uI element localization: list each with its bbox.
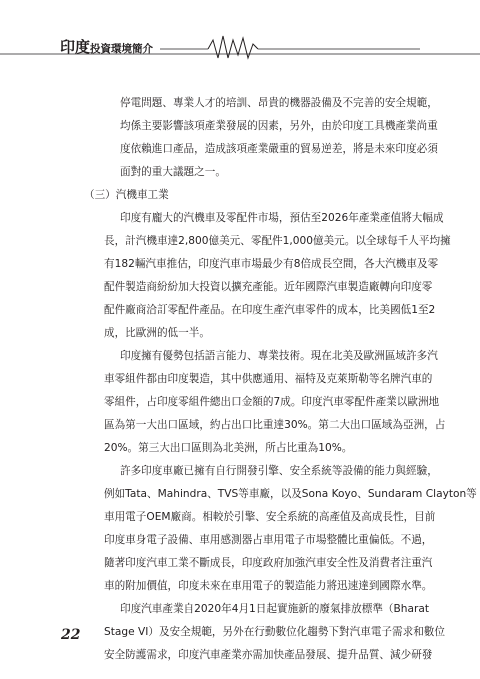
body-line: 區為第一大出口區域，約占出口比重達30%。第二大出口區域為亞洲，占 — [104, 419, 446, 431]
body-line: 車零組件都由印度製造，其中供應通用、福特及克萊斯勒等名牌汽車的 — [104, 373, 433, 385]
body-line: 配件廠商洽訂零配件產品。在印度生產汽車零件的成本，比美國低1至2 — [104, 304, 436, 316]
header-title-main: 印度 — [60, 38, 91, 56]
header-title-sub: 投資環境簡介 — [90, 43, 154, 55]
page-number: 22 — [61, 627, 81, 643]
body-line: 面對的重大議題之一。 — [120, 166, 226, 178]
body-line: 印度有龐大的汽機車及零配件市場，預估至2026年產業產值將大幅成 — [120, 212, 444, 224]
body-line: 停電問題、專業人才的培訓、昂貴的機器設備及不完善的安全規範， — [120, 97, 438, 109]
body-line: 例如Tata、Mahindra、TVS等車廠，以及Sona Koyo、Sundaram Clayton等 — [104, 488, 477, 500]
body-line: 安全防護需求，印度汽車產業亦需加快產品發展、提升品質、減少研發 — [104, 649, 433, 661]
body-line: 隨著印度汽車工業不斷成長，印度政府加強汽車安全性及消費者注重汽 — [104, 557, 433, 569]
body-line: 20%。第三大出口區則為北美洲，所占比重為10%。 — [104, 442, 353, 454]
body-line: 度依賴進口產品，造成該項產業嚴重的貿易逆差，將是未來印度必須 — [120, 143, 438, 155]
body-line: Stage VI）及安全規範，另外在行動數位化趨勢下對汽車電子需求和數位 — [104, 626, 445, 638]
body-line: 長，計汽機車達2,800億美元、零配件1,000億美元。以全球每千人平均擁 — [104, 235, 451, 247]
body-line: 配件製造商紛紛加大投資以擴充產能。近年國際汽車製造廠轉向印度零 — [104, 281, 433, 293]
body-line: 成，比歐洲的低一半。 — [104, 327, 210, 339]
body-line: 均係主要影響該項產業發展的因素，另外，由於印度工具機產業尚重 — [120, 120, 438, 132]
body-line: 許多印度車廠已擁有自行開發引擎、安全系統等設備的能力與經驗， — [120, 465, 438, 477]
body-line: 有182輛汽車推估，印度汽車市場最少有8倍成長空間，各大汽機車及零 — [104, 258, 439, 270]
body-line: 車用電子OEM廠商。相較於引擎、安全系統的高產值及高成長性，目前 — [104, 511, 436, 523]
section-heading: （三）汽機車工業 — [84, 189, 169, 201]
body-line: 車的附加價值，印度未來在車用電子的製造能力將迅速達到國際水準。 — [104, 580, 433, 592]
body-line: 零組件，占印度零組件總出口金額的7成。印度汽車零配件產業以歐洲地 — [104, 396, 440, 408]
body-line: 印度車身電子設備、車用感測器占車用電子市場整體比重偏低。不過， — [104, 534, 433, 546]
body-line: 印度擁有優勢包括語言能力、專業技術。現在北美及歐洲區域許多汽 — [120, 350, 438, 362]
body-line: 印度汽車產業自2020年4月1日起實施新的廢氣排放標準（Bharat — [120, 603, 429, 615]
